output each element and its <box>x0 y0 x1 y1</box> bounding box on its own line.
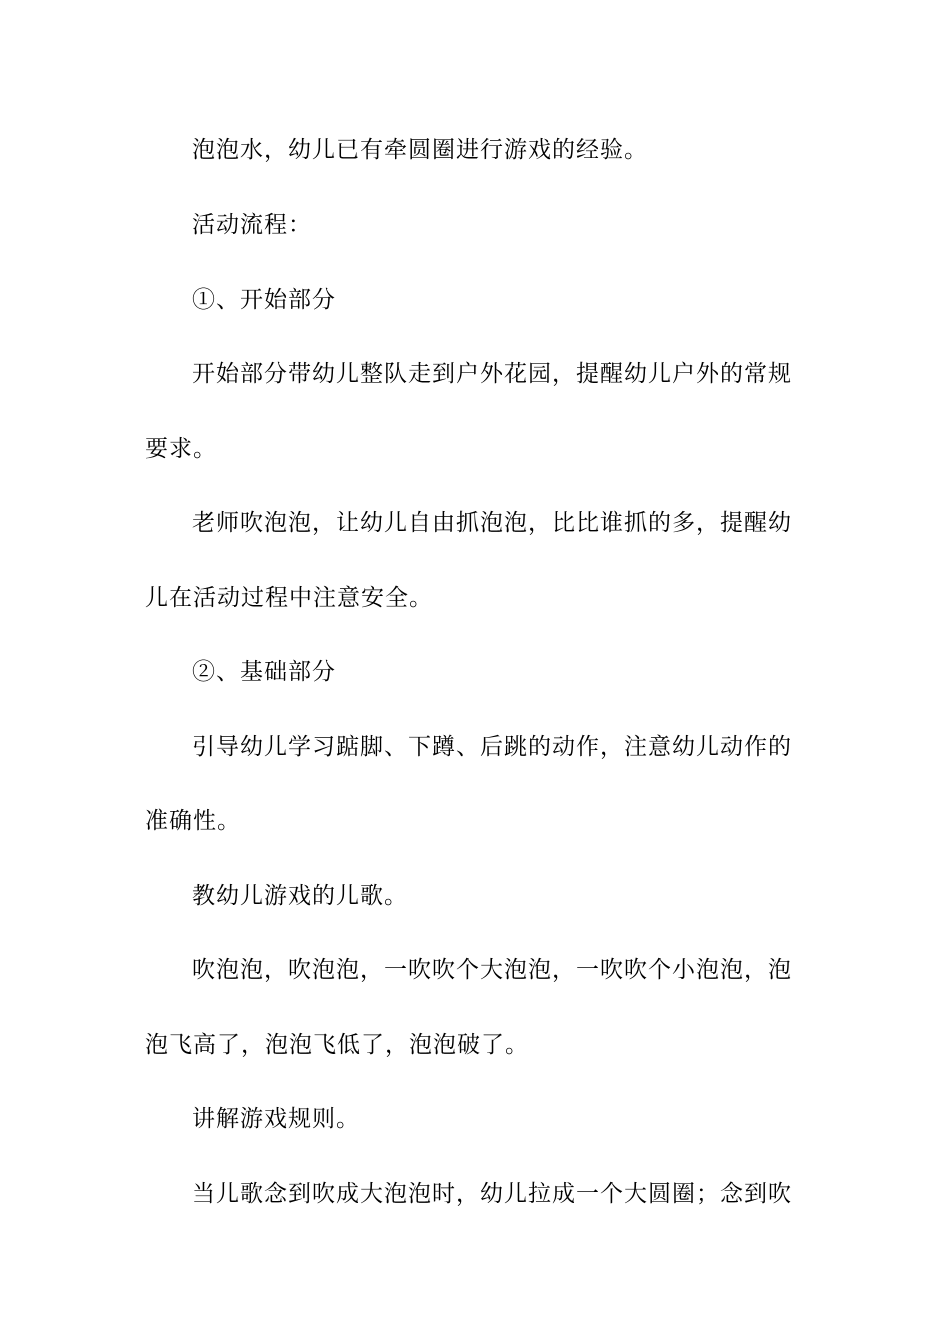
text-line: 教幼儿游戏的儿歌。 <box>192 883 408 909</box>
text-line: 开始部分带幼儿整队走到户外花园，提醒幼儿户外的常规 <box>192 361 792 387</box>
text-line: 引导幼儿学习踮脚、下蹲、后跳的动作，注意幼儿动作的 <box>192 734 792 760</box>
text-line: 讲解游戏规则。 <box>192 1106 360 1132</box>
section-heading: ②、基础部分 <box>192 659 336 685</box>
text-line: 吹泡泡，吹泡泡，一吹吹个大泡泡，一吹吹个小泡泡，泡 <box>192 957 792 983</box>
text-line: 活动流程： <box>192 212 312 238</box>
text-line: 泡泡水，幼儿已有牵圆圈进行游戏的经验。 <box>192 137 648 163</box>
text-line: 当儿歌念到吹成大泡泡时，幼儿拉成一个大圆圈；念到吹 <box>192 1181 792 1207</box>
text-line: 要求。 <box>145 436 217 462</box>
text-line: 老师吹泡泡，让幼儿自由抓泡泡，比比谁抓的多，提醒幼 <box>192 510 792 536</box>
text-line: 儿在活动过程中注意安全。 <box>145 585 433 611</box>
text-line: 准确性。 <box>145 808 241 834</box>
section-heading: ①、开始部分 <box>192 287 336 313</box>
text-line: 泡飞高了，泡泡飞低了，泡泡破了。 <box>145 1032 529 1058</box>
